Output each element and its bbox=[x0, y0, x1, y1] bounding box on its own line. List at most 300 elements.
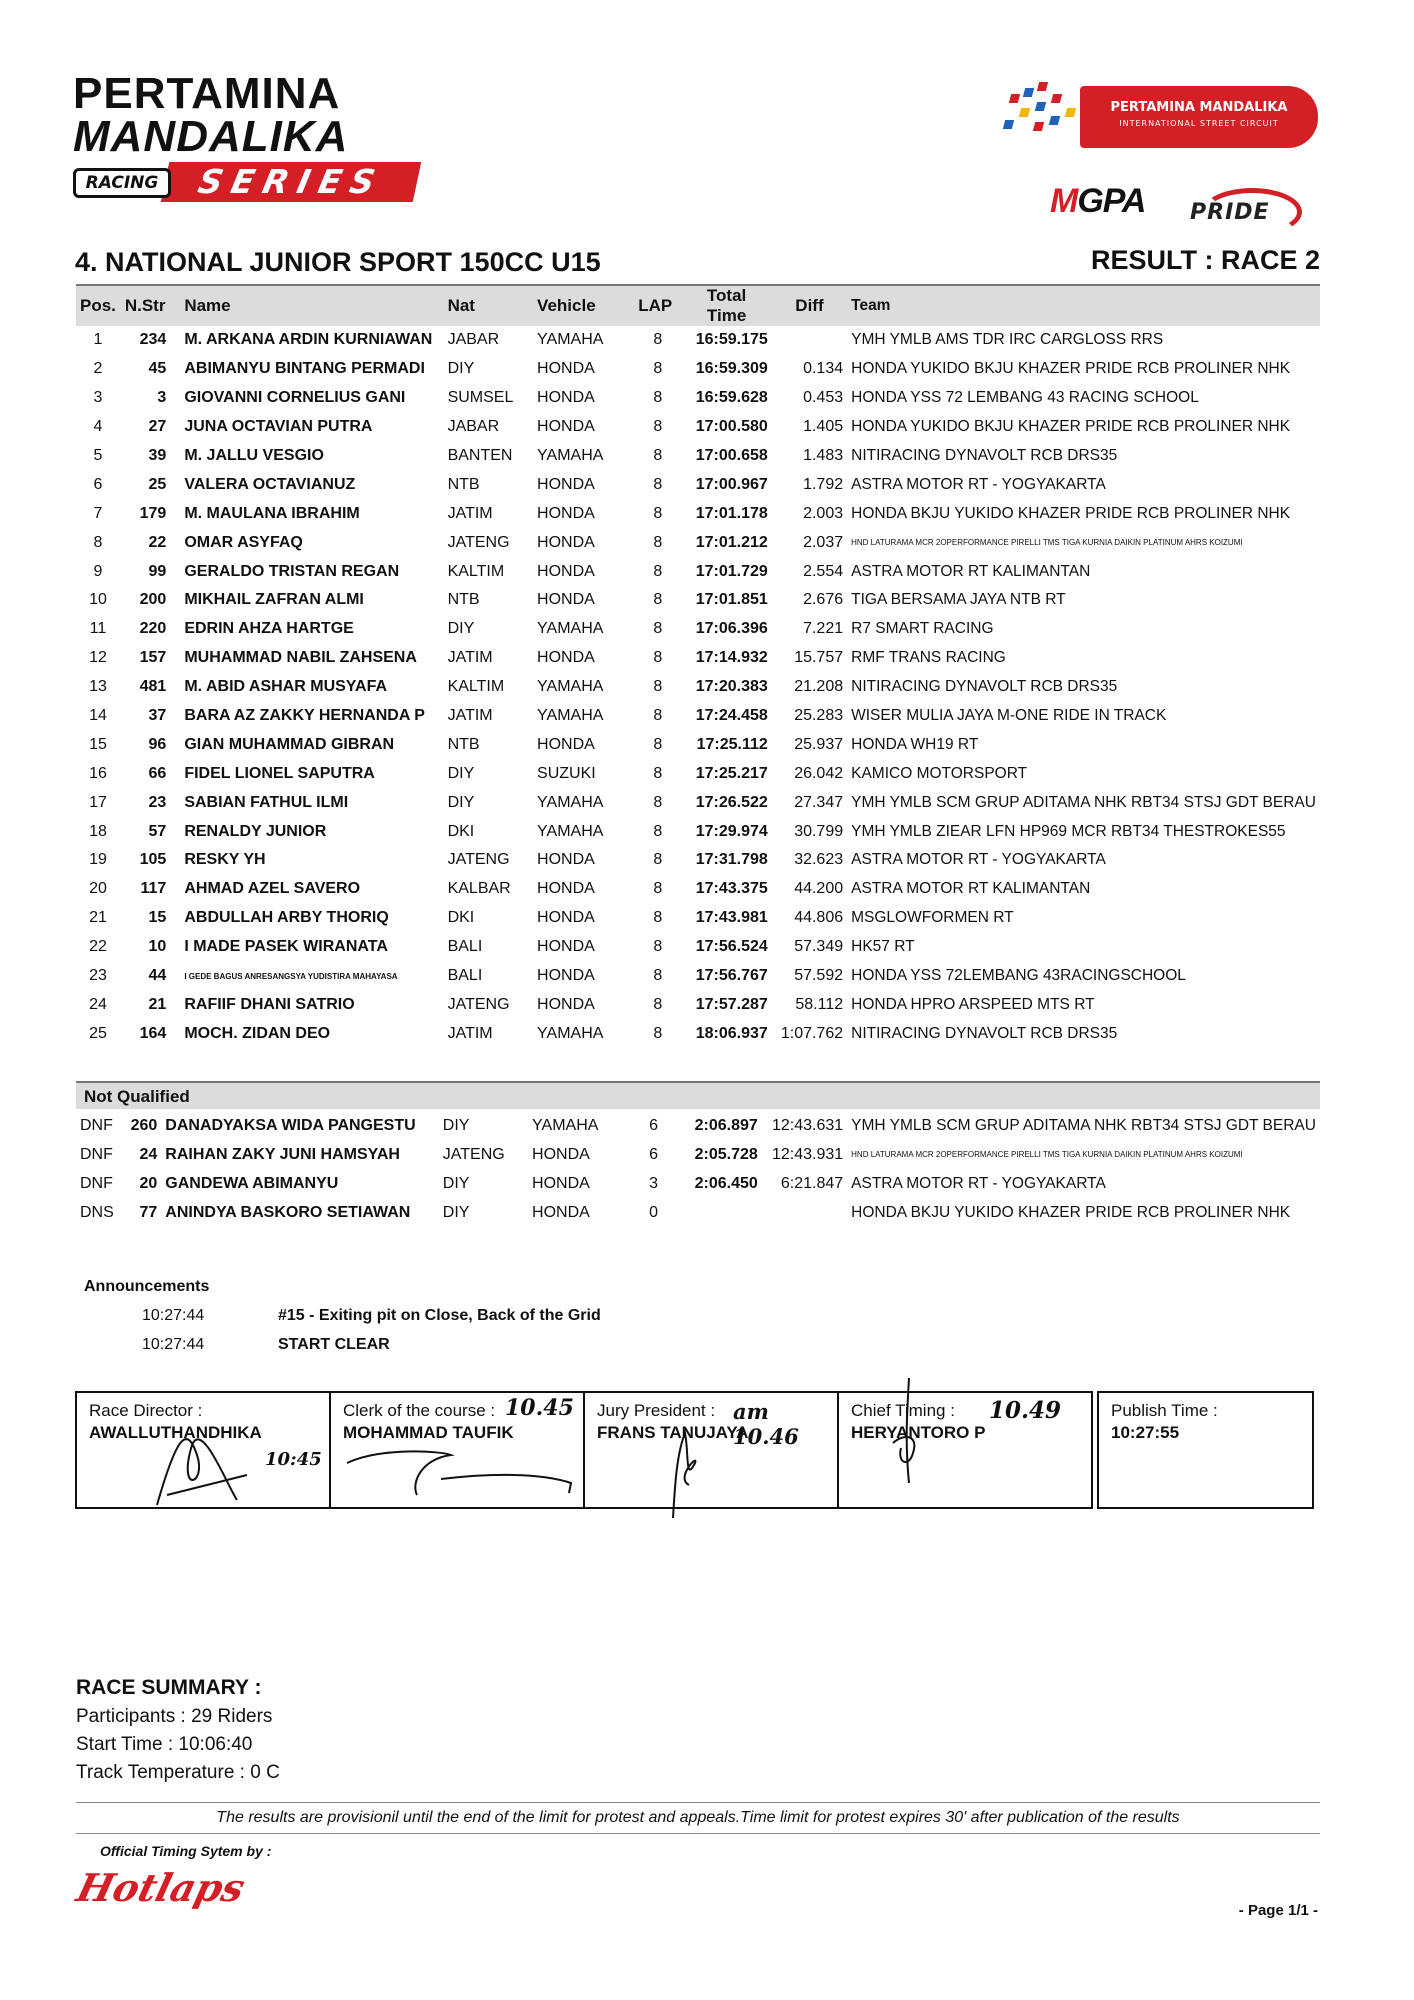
result-diff: 26.042 bbox=[794, 764, 844, 782]
result-lap: 8 bbox=[653, 475, 663, 493]
not-qualified-row bbox=[76, 1111, 1320, 1140]
result-team: NITIRACING DYNAVOLT RCB DRS35 bbox=[851, 447, 1118, 464]
result-team: KAMICO MOTORSPORT bbox=[851, 764, 1028, 782]
result-total-time: 17:00.967 bbox=[695, 475, 768, 493]
nq-lap: 0 bbox=[649, 1203, 659, 1221]
result-vehicle: HONDA bbox=[537, 591, 595, 609]
result-diff: 58.112 bbox=[795, 995, 844, 1013]
result-rider-name: I GEDE BAGUS ANRESANGSYA YUDISTIRA MAHAYASA bbox=[184, 971, 398, 981]
nq-vehicle: YAMAHA bbox=[532, 1116, 599, 1134]
signature-name: HERYANTORO P bbox=[851, 1423, 986, 1442]
result-diff bbox=[772, 326, 847, 355]
circuit-name: PERTAMINA MANDALIKA bbox=[1110, 100, 1288, 115]
result-nat: JATIM bbox=[447, 504, 493, 522]
pride-logo bbox=[1190, 188, 1300, 230]
result-total-time: 17:29.974 bbox=[695, 822, 768, 840]
result-diff: 15.757 bbox=[794, 649, 844, 667]
summary-participants: Participants : 29 Riders bbox=[76, 1706, 273, 1727]
result-diff: 7.221 bbox=[803, 620, 844, 638]
result-vehicle: YAMAHA bbox=[537, 1024, 604, 1042]
announcement-time: 10:27:44 bbox=[142, 1307, 205, 1324]
result-team: YMH YMLB AMS TDR IRC CARGLOSS RRS bbox=[851, 331, 1164, 349]
nq-rider-name: RAIHAN ZAKY JUNI HAMSYAH bbox=[165, 1145, 400, 1163]
result-total-time: 17:25.112 bbox=[696, 735, 768, 753]
result-number: 117 bbox=[140, 880, 167, 898]
result-row bbox=[76, 990, 1320, 1019]
result-total-time: 17:20.383 bbox=[695, 678, 768, 696]
result-number: 66 bbox=[148, 764, 167, 782]
result-total-time: 17:14.932 bbox=[695, 649, 768, 667]
result-vehicle: YAMAHA bbox=[537, 793, 604, 811]
nq-vehicle: HONDA bbox=[532, 1145, 590, 1163]
nq-diff: 12:43.631 bbox=[771, 1116, 844, 1134]
result-rider-name: AHMAD AZEL SAVERO bbox=[184, 880, 361, 898]
result-row bbox=[76, 933, 1320, 962]
result-vehicle: HONDA bbox=[537, 735, 595, 753]
result-vehicle: HONDA bbox=[537, 967, 595, 985]
nq-diff: 6:21.847 bbox=[780, 1174, 844, 1192]
result-row bbox=[76, 615, 1320, 644]
result-lap: 8 bbox=[653, 851, 663, 869]
result-nat: JATIM bbox=[447, 1024, 493, 1042]
col-pos: Pos. bbox=[76, 285, 120, 326]
result-total-time: 16:59.175 bbox=[695, 331, 768, 349]
result-team: HK57 RT bbox=[851, 938, 915, 956]
result-rider-name: GIOVANNI CORNELIUS GANI bbox=[184, 389, 406, 407]
result-diff: 57.349 bbox=[794, 938, 844, 956]
result-diff: 1:07.762 bbox=[780, 1024, 844, 1042]
nq-best-time bbox=[675, 1198, 761, 1227]
nq-best-time: 2:06.897 bbox=[694, 1116, 758, 1134]
result-row bbox=[76, 846, 1320, 875]
result-diff: 1.792 bbox=[803, 475, 844, 493]
not-qualified-table bbox=[76, 1111, 1320, 1227]
nq-best-time: 2:06.450 bbox=[694, 1174, 758, 1192]
result-team: HONDA YUKIDO BKJU KHAZER PRIDE RCB PROLINER NHK bbox=[851, 360, 1291, 378]
result-vehicle: HONDA bbox=[537, 909, 595, 927]
result-rider-name: ABIMANYU BINTANG PERMADI bbox=[184, 360, 425, 378]
announcement-text: #15 - Exiting pit on Close, Back of the Grid bbox=[278, 1307, 601, 1324]
result-total-time: 17:25.217 bbox=[695, 764, 768, 782]
result-pos: 11 bbox=[89, 620, 107, 638]
result-team: WISER MULIA JAYA M-ONE RIDE IN TRACK bbox=[851, 707, 1167, 725]
nq-vehicle: HONDA bbox=[532, 1203, 590, 1221]
nq-number: 20 bbox=[139, 1174, 158, 1192]
result-nat: DIY bbox=[447, 620, 475, 638]
col-diff: Diff bbox=[772, 285, 847, 326]
result-rider-name: JUNA OCTAVIAN PUTRA bbox=[184, 418, 373, 436]
signature-box-chief-timing bbox=[837, 1391, 1093, 1509]
result-vehicle: YAMAHA bbox=[537, 447, 604, 464]
result-number: 21 bbox=[148, 995, 167, 1013]
result-nat: JATIM bbox=[447, 649, 493, 667]
result-team: ASTRA MOTOR RT KALIMANTAN bbox=[851, 880, 1091, 898]
result-total-time: 17:26.522 bbox=[695, 793, 768, 811]
result-team: RMF TRANS RACING bbox=[851, 649, 1006, 667]
result-diff: 1.405 bbox=[803, 418, 844, 436]
result-team: HND LATURAMA MCR 2OPERFORMANCE PIRELLI TMS TIGA KURNIA DAIKIN PLATINUM AHRS KOIZUMI bbox=[851, 538, 1243, 548]
result-pos: 2 bbox=[93, 360, 103, 378]
nq-number: 260 bbox=[130, 1116, 158, 1134]
not-qualified-row bbox=[76, 1198, 1320, 1227]
result-number: 220 bbox=[139, 620, 167, 638]
signature-role: Clerk of the course : bbox=[343, 1401, 496, 1420]
result-number: 39 bbox=[148, 447, 167, 464]
timing-system-label: Official Timing Sytem by : bbox=[100, 1843, 272, 1859]
result-lap: 8 bbox=[653, 360, 663, 378]
result-vehicle: HONDA bbox=[537, 360, 595, 378]
result-total-time: 17:57.287 bbox=[695, 995, 768, 1013]
nq-lap: 6 bbox=[649, 1145, 659, 1163]
result-lap: 8 bbox=[653, 533, 663, 551]
result-number: 105 bbox=[139, 851, 167, 869]
page-number: - Page 1/1 - bbox=[1238, 1902, 1318, 1919]
result-pos: 25 bbox=[89, 1024, 107, 1042]
result-row bbox=[76, 1019, 1320, 1048]
result-lap: 8 bbox=[653, 678, 663, 696]
result-pos: 18 bbox=[89, 822, 107, 840]
result-total-time: 17:43.981 bbox=[695, 909, 768, 927]
nq-rider-name: DANADYAKSA WIDA PANGESTU bbox=[165, 1116, 416, 1134]
result-number: 22 bbox=[148, 533, 167, 551]
result-nat: JATIM bbox=[447, 707, 493, 725]
publish-time-value: 10:27:55 bbox=[1111, 1423, 1180, 1442]
result-lap: 8 bbox=[653, 389, 663, 407]
result-lap: 8 bbox=[653, 331, 663, 349]
nq-rider-name: GANDEWA ABIMANYU bbox=[165, 1174, 339, 1192]
circuit-logo bbox=[1000, 80, 1330, 160]
result-diff: 27.347 bbox=[794, 793, 844, 811]
result-pos: 24 bbox=[89, 995, 107, 1013]
result-lap: 8 bbox=[653, 793, 663, 811]
col-nat: Nat bbox=[444, 285, 533, 326]
result-team: ASTRA MOTOR RT KALIMANTAN bbox=[851, 562, 1091, 580]
result-total-time: 17:06.396 bbox=[695, 620, 768, 638]
publish-time-box bbox=[1097, 1391, 1314, 1509]
result-lap: 8 bbox=[653, 1024, 663, 1042]
result-number: 57 bbox=[148, 822, 167, 840]
result-team: YMH YMLB ZIEAR LFN HP969 MCR RBT34 THESTROKES55 bbox=[851, 822, 1286, 840]
result-diff: 32.623 bbox=[794, 851, 844, 869]
circuit-subtitle: INTERNATIONAL STREET CIRCUIT bbox=[1119, 119, 1279, 128]
result-row bbox=[76, 962, 1320, 991]
result-pos: 12 bbox=[89, 649, 107, 667]
nq-team: HONDA BKJU YUKIDO KHAZER PRIDE RCB PROLINER NHK bbox=[851, 1203, 1291, 1221]
result-vehicle: HONDA bbox=[537, 418, 595, 436]
result-pos: 3 bbox=[93, 389, 103, 407]
result-lap: 8 bbox=[653, 620, 663, 638]
result-number: 10 bbox=[148, 938, 167, 956]
result-row bbox=[76, 904, 1320, 933]
result-pos: 15 bbox=[89, 735, 107, 753]
result-pos: 16 bbox=[89, 764, 107, 782]
result-diff: 2.554 bbox=[803, 562, 844, 580]
result-total-time: 17:56.524 bbox=[695, 938, 768, 956]
not-qualified-heading: Not Qualified bbox=[76, 1081, 1320, 1109]
nq-number: 24 bbox=[139, 1145, 158, 1163]
result-vehicle: HONDA bbox=[537, 995, 595, 1013]
result-rider-name: I MADE PASEK WIRANATA bbox=[184, 938, 388, 956]
summary-start-time: Start Time : 10:06:40 bbox=[76, 1734, 253, 1755]
result-lap: 8 bbox=[653, 995, 663, 1013]
series-logo bbox=[73, 69, 388, 222]
result-diff: 21.208 bbox=[794, 678, 844, 696]
result-team: TIGA BERSAMA JAYA NTB RT bbox=[851, 591, 1066, 609]
result-team: YMH YMLB SCM GRUP ADITAMA NHK RBT34 STSJ GDT BERAU bbox=[851, 793, 1316, 811]
nq-team: HND LATURAMA MCR 2OPERFORMANCE PIRELLI TMS TIGA KURNIA DAIKIN PLATINUM AHRS KOIZUMI bbox=[851, 1150, 1243, 1159]
result-nat: DIY bbox=[447, 764, 475, 782]
result-team: R7 SMART RACING bbox=[851, 620, 994, 638]
signature-time: am 10.46 bbox=[733, 1399, 799, 1449]
result-total-time: 16:59.309 bbox=[695, 360, 768, 378]
result-number: 37 bbox=[148, 707, 167, 725]
result-total-time: 17:56.767 bbox=[695, 967, 768, 985]
nq-status: DNF bbox=[80, 1116, 113, 1134]
col-lap: LAP bbox=[634, 285, 681, 326]
result-team: NITIRACING DYNAVOLT RCB DRS35 bbox=[851, 1024, 1118, 1042]
nq-number: 77 bbox=[139, 1203, 158, 1221]
nq-vehicle: HONDA bbox=[532, 1174, 590, 1192]
signature-box-clerk bbox=[329, 1391, 585, 1509]
result-pos: 4 bbox=[93, 418, 103, 436]
result-lap: 8 bbox=[653, 418, 663, 436]
result-team: HONDA BKJU YUKIDO KHAZER PRIDE RCB PROLINER NHK bbox=[851, 504, 1291, 522]
result-diff: 1.483 bbox=[803, 447, 844, 464]
result-team: MSGLOWFORMEN RT bbox=[851, 909, 1014, 927]
result-nat: KALBAR bbox=[447, 880, 511, 898]
result-row bbox=[76, 470, 1320, 499]
result-nat: NTB bbox=[447, 591, 480, 609]
nq-nat: DIY bbox=[442, 1174, 470, 1192]
result-rider-name: RESKY YH bbox=[184, 851, 266, 869]
result-number: 179 bbox=[139, 504, 167, 522]
result-vehicle: HONDA bbox=[537, 475, 595, 493]
result-lap: 8 bbox=[653, 880, 663, 898]
logo-line-pertamina: PERTAMINA bbox=[73, 69, 341, 118]
clerk-signature bbox=[341, 1443, 581, 1503]
result-rider-name: ABDULLAH ARBY THORIQ bbox=[184, 909, 389, 927]
result-lap: 8 bbox=[653, 562, 663, 580]
result-total-time: 17:00.658 bbox=[695, 447, 768, 464]
result-row bbox=[76, 557, 1320, 586]
result-diff: 57.592 bbox=[794, 967, 844, 985]
result-rider-name: OMAR ASYFAQ bbox=[184, 533, 303, 551]
signature-role: Chief Timing : bbox=[851, 1401, 955, 1420]
jury-president-signature bbox=[655, 1423, 715, 1523]
nq-nat: JATENG bbox=[442, 1145, 505, 1163]
result-vehicle: YAMAHA bbox=[537, 707, 604, 725]
result-total-time: 17:24.458 bbox=[695, 707, 768, 725]
signature-name: MOHAMMAD TAUFIK bbox=[343, 1423, 514, 1442]
result-number: 27 bbox=[148, 418, 167, 436]
result-diff: 25.937 bbox=[794, 735, 844, 753]
result-total-time: 16:59.628 bbox=[695, 389, 768, 407]
result-vehicle: YAMAHA bbox=[537, 620, 604, 638]
result-rider-name: GIAN MUHAMMAD GIBRAN bbox=[184, 735, 395, 753]
race-director-signature bbox=[137, 1415, 277, 1511]
result-number: 23 bbox=[148, 793, 167, 811]
announcement-text: START CLEAR bbox=[278, 1336, 390, 1353]
result-vehicle: HONDA bbox=[537, 880, 595, 898]
result-rider-name: M. MAULANA IBRAHIM bbox=[184, 504, 360, 522]
nq-lap: 3 bbox=[649, 1174, 659, 1192]
result-pos: 13 bbox=[89, 678, 107, 696]
signature-time: 10:45 bbox=[265, 1449, 322, 1470]
result-rider-name: M. JALLU VESGIO bbox=[184, 447, 324, 464]
result-lap: 8 bbox=[653, 822, 663, 840]
result-rider-name: M. ABID ASHAR MUSYAFA bbox=[184, 678, 388, 696]
result-row bbox=[76, 384, 1320, 413]
result-rider-name: GERALDO TRISTAN REGAN bbox=[184, 562, 400, 580]
result-number: 25 bbox=[148, 475, 167, 493]
result-row bbox=[76, 355, 1320, 384]
result-nat: KALTIM bbox=[447, 678, 505, 696]
result-total-time: 17:01.851 bbox=[695, 591, 768, 609]
result-diff: 2.676 bbox=[803, 591, 844, 609]
result-lap: 8 bbox=[653, 447, 663, 464]
signature-box-race-director bbox=[75, 1391, 331, 1509]
announcement-time: 10:27:44 bbox=[142, 1336, 205, 1353]
result-pos: 21 bbox=[89, 909, 107, 927]
nq-status: DNF bbox=[80, 1174, 113, 1192]
result-vehicle: HONDA bbox=[537, 533, 595, 551]
result-total-time: 17:00.580 bbox=[695, 418, 768, 436]
result-diff: 2.003 bbox=[803, 504, 844, 522]
result-rider-name: MIKHAIL ZAFRAN ALMI bbox=[184, 591, 364, 609]
result-total-time: 17:01.178 bbox=[695, 504, 768, 522]
result-rider-name: FIDEL LIONEL SAPUTRA bbox=[184, 764, 375, 782]
result-team: HONDA HPRO ARSPEED MTS RT bbox=[851, 995, 1095, 1013]
nq-nat: DIY bbox=[442, 1203, 470, 1221]
result-row bbox=[76, 326, 1320, 355]
result-number: 99 bbox=[148, 562, 167, 580]
result-vehicle: YAMAHA bbox=[537, 331, 604, 349]
result-row bbox=[76, 817, 1320, 846]
result-nat: JATENG bbox=[447, 533, 510, 551]
chief-timing-signature bbox=[879, 1373, 939, 1493]
result-number: 157 bbox=[139, 649, 167, 667]
result-nat: JATENG bbox=[447, 995, 510, 1013]
result-row bbox=[76, 442, 1320, 471]
race-summary-title: RACE SUMMARY : bbox=[76, 1676, 262, 1699]
nq-best-time: 2:05.728 bbox=[694, 1145, 758, 1163]
result-rider-name: M. ARKANA ARDIN KURNIAWAN bbox=[184, 331, 433, 349]
col-nstr: N.Str bbox=[120, 285, 170, 326]
result-lap: 8 bbox=[653, 649, 663, 667]
result-pos: 22 bbox=[89, 938, 107, 956]
result-row bbox=[76, 586, 1320, 615]
result-vehicle: HONDA bbox=[537, 851, 595, 869]
mgpa-logo: MGPA bbox=[1050, 182, 1146, 220]
result-total-time: 17:43.375 bbox=[695, 880, 768, 898]
pride-logo-text: PRIDE bbox=[1190, 200, 1270, 225]
result-nat: BALI bbox=[447, 967, 483, 985]
result-nat: JATENG bbox=[447, 851, 510, 869]
result-row bbox=[76, 528, 1320, 557]
result-number: 481 bbox=[139, 678, 167, 696]
result-nat: JABAR bbox=[447, 331, 500, 349]
result-nat: KALTIM bbox=[447, 562, 505, 580]
result-number: 96 bbox=[148, 735, 167, 753]
signature-name: AWALLUTHANDHIKA bbox=[89, 1423, 262, 1442]
result-vehicle: HONDA bbox=[537, 938, 595, 956]
results-table bbox=[76, 284, 1320, 1048]
not-qualified-row bbox=[76, 1140, 1320, 1169]
result-lap: 8 bbox=[653, 938, 663, 956]
result-total-time: 17:01.212 bbox=[695, 533, 768, 551]
result-row bbox=[76, 788, 1320, 817]
result-vehicle: HONDA bbox=[537, 389, 595, 407]
result-lap: 8 bbox=[653, 504, 663, 522]
result-vehicle: HONDA bbox=[537, 562, 595, 580]
result-lap: 8 bbox=[653, 764, 663, 782]
result-vehicle: YAMAHA bbox=[537, 678, 604, 696]
result-team: ASTRA MOTOR RT - YOGYAKARTA bbox=[851, 851, 1106, 869]
result-rider-name: MOCH. ZIDAN DEO bbox=[184, 1024, 331, 1042]
result-diff: 44.200 bbox=[794, 880, 844, 898]
result-vehicle: YAMAHA bbox=[537, 822, 604, 840]
result-vehicle: HONDA bbox=[537, 649, 595, 667]
hotlaps-logo: Hotlaps bbox=[72, 1865, 250, 1910]
result-rider-name: RAFIIF DHANI SATRIO bbox=[184, 995, 355, 1013]
col-team: Team bbox=[847, 285, 1320, 326]
result-pos: 6 bbox=[93, 475, 103, 493]
result-nat: NTB bbox=[447, 735, 480, 753]
result-number: 45 bbox=[148, 360, 167, 378]
result-pos: 19 bbox=[89, 851, 107, 869]
result-diff: 2.037 bbox=[803, 533, 844, 551]
result-row bbox=[76, 673, 1320, 702]
result-lap: 8 bbox=[653, 735, 663, 753]
result-pos: 7 bbox=[93, 504, 103, 522]
result-lap: 8 bbox=[653, 967, 663, 985]
protest-disclaimer: The results are provisionil until the end of the limit for protest and appeals.Time limit for protest expires 30' after publication of the results bbox=[76, 1802, 1320, 1834]
result-pos: 14 bbox=[89, 707, 107, 725]
signature-time: 10.49 bbox=[989, 1397, 1062, 1424]
result-pos: 9 bbox=[93, 562, 103, 580]
result-nat: DKI bbox=[447, 822, 475, 840]
result-diff: 0.134 bbox=[803, 360, 844, 378]
result-team: NITIRACING DYNAVOLT RCB DRS35 bbox=[851, 678, 1118, 696]
logo-series-banner: SERIES bbox=[161, 162, 422, 202]
result-team: HONDA YSS 72LEMBANG 43RACINGSCHOOL bbox=[851, 967, 1186, 985]
result-row bbox=[76, 875, 1320, 904]
result-nat: SUMSEL bbox=[447, 389, 514, 407]
announcements-title: Announcements bbox=[84, 1278, 210, 1295]
not-qualified-row bbox=[76, 1169, 1320, 1198]
result-rider-name: SABIAN FATHUL ILMI bbox=[184, 793, 349, 811]
nq-diff bbox=[762, 1198, 847, 1227]
result-rider-name: RENALDY JUNIOR bbox=[184, 822, 327, 840]
result-nat: BALI bbox=[447, 938, 483, 956]
result-team: HONDA YSS 72 LEMBANG 43 RACING SCHOOL bbox=[851, 389, 1199, 407]
result-nat: JABAR bbox=[447, 418, 500, 436]
signature-role: Race Director : bbox=[89, 1401, 203, 1420]
result-rider-name: VALERA OCTAVIANUZ bbox=[184, 475, 356, 493]
result-diff: 30.799 bbox=[794, 822, 844, 840]
nq-rider-name: ANINDYA BASKORO SETIAWAN bbox=[165, 1203, 411, 1221]
result-diff: 44.806 bbox=[794, 909, 844, 927]
result-pos: 23 bbox=[89, 967, 107, 985]
result-vehicle: HONDA bbox=[537, 504, 595, 522]
result-row bbox=[76, 413, 1320, 442]
nq-nat: DIY bbox=[442, 1116, 470, 1134]
result-lap: 8 bbox=[653, 707, 663, 725]
result-number: 44 bbox=[148, 967, 167, 985]
result-rider-name: EDRIN AHZA HARTGE bbox=[184, 620, 354, 638]
result-diff: 0.453 bbox=[803, 389, 844, 407]
result-pos: 17 bbox=[89, 793, 107, 811]
